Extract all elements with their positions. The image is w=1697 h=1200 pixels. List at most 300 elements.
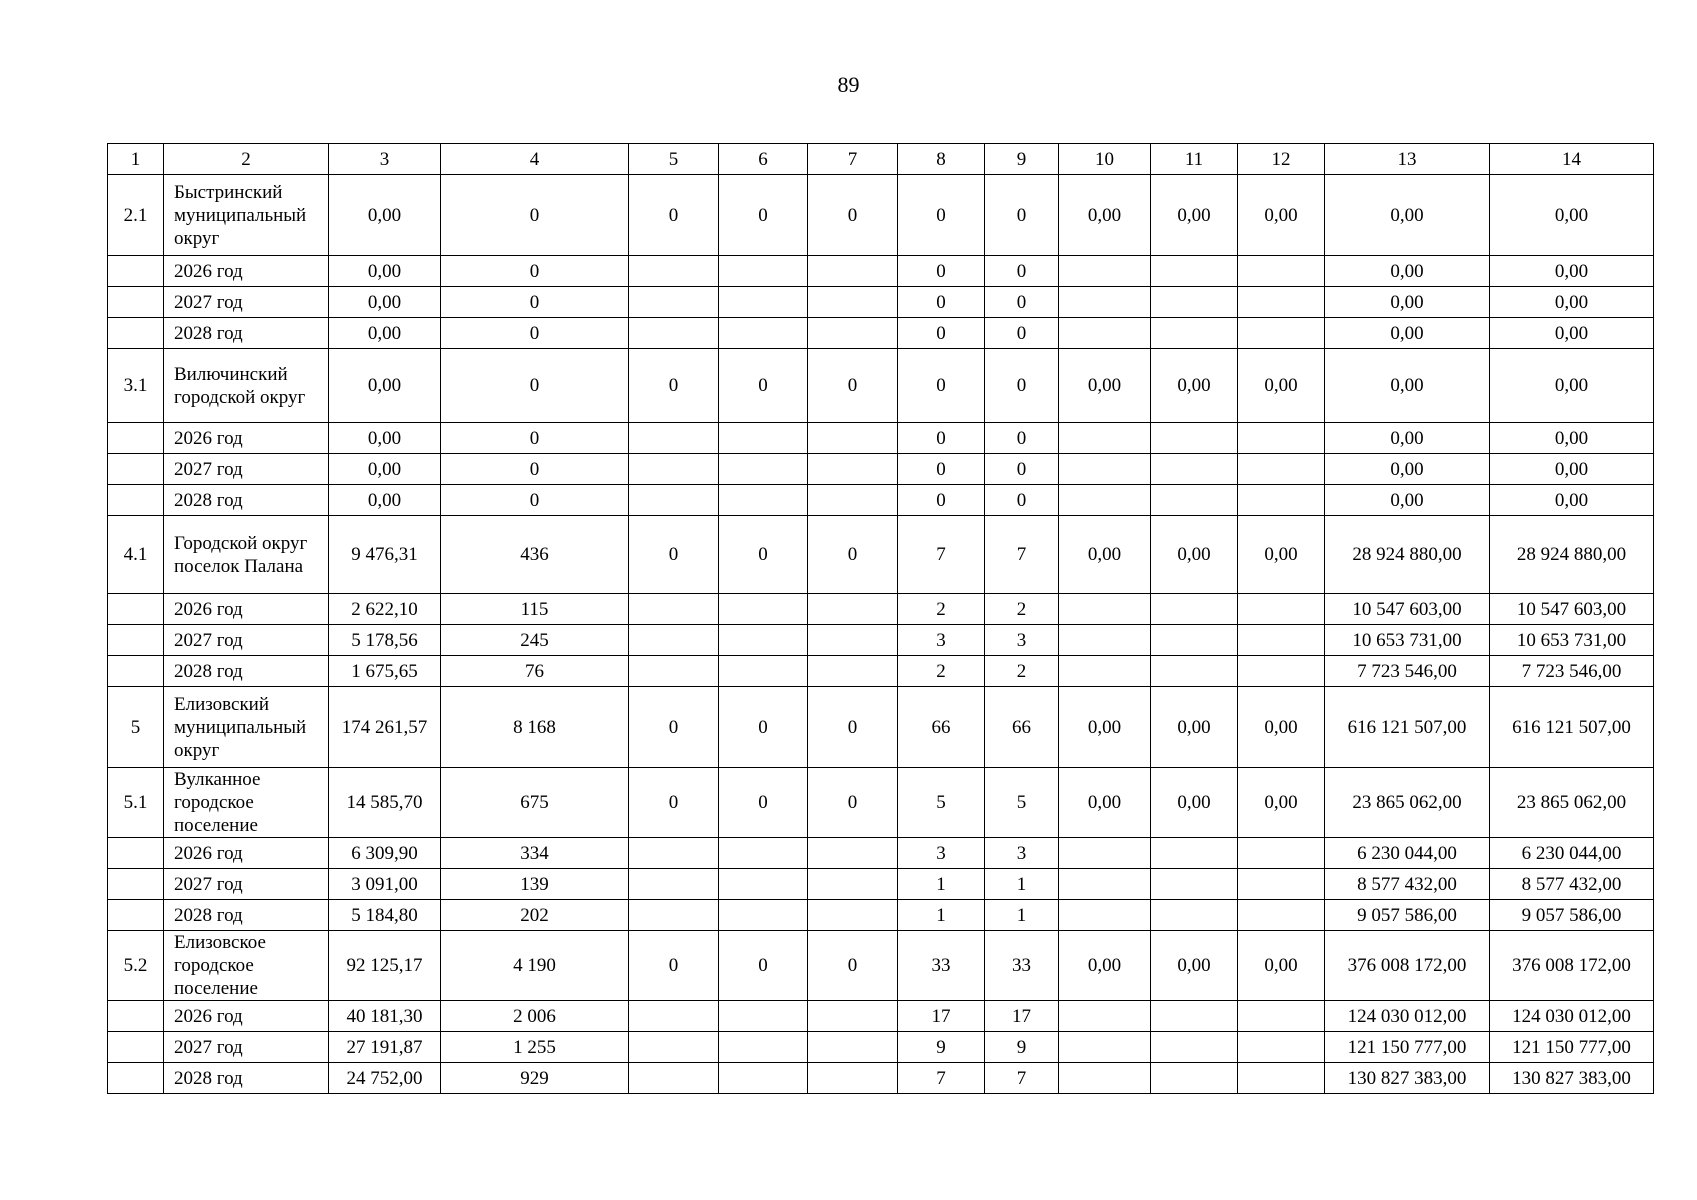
table-cell: 0 — [441, 349, 629, 423]
table-cell: 6 309,90 — [329, 838, 441, 869]
table-cell: 7 723 546,00 — [1325, 656, 1490, 687]
table-cell: 0,00 — [329, 454, 441, 485]
table-cell — [108, 1001, 164, 1032]
table-cell — [808, 869, 898, 900]
table-cell: 2 — [985, 656, 1059, 687]
table-cell: 0,00 — [1059, 687, 1151, 768]
table-cell — [1151, 594, 1238, 625]
table-cell — [629, 1032, 719, 1063]
year-row — [108, 1063, 1654, 1094]
table-cell: 0,00 — [1490, 423, 1654, 454]
table-cell — [1151, 656, 1238, 687]
table-cell: 1 — [985, 869, 1059, 900]
table-cell: 0 — [985, 256, 1059, 287]
table-cell: 92 125,17 — [329, 931, 441, 1001]
year-row — [108, 900, 1654, 931]
table-cell: 0 — [808, 768, 898, 838]
table-cell: 376 008 172,00 — [1325, 931, 1490, 1001]
table-cell: 2026 год — [164, 1001, 329, 1032]
group-row — [108, 931, 1654, 1001]
table-cell — [1238, 454, 1325, 485]
table-cell: Вулканное городское поселение — [164, 768, 329, 838]
table-cell: 10 653 731,00 — [1325, 625, 1490, 656]
table-cell: 616 121 507,00 — [1325, 687, 1490, 768]
table-cell: 0 — [898, 349, 985, 423]
table-cell: 0 — [985, 175, 1059, 256]
table-cell — [1059, 287, 1151, 318]
table-cell: 5 — [985, 768, 1059, 838]
table-cell: 0,00 — [329, 175, 441, 256]
table-cell: 5.1 — [108, 768, 164, 838]
table-cell — [1238, 625, 1325, 656]
table-cell: 2 006 — [441, 1001, 629, 1032]
table-cell: 929 — [441, 1063, 629, 1094]
table-cell — [808, 485, 898, 516]
table-cell: 2028 год — [164, 1063, 329, 1094]
table-cell — [1151, 485, 1238, 516]
table-cell: 8 577 432,00 — [1325, 869, 1490, 900]
data-table — [107, 143, 1654, 1094]
column-header: 11 — [1151, 144, 1238, 175]
table-cell — [1151, 1032, 1238, 1063]
table-cell: 1 — [898, 869, 985, 900]
table-cell: 115 — [441, 594, 629, 625]
column-header: 4 — [441, 144, 629, 175]
group-row — [108, 516, 1654, 594]
table-cell: 2 622,10 — [329, 594, 441, 625]
table-cell: 0,00 — [1238, 175, 1325, 256]
table-cell: 1 — [898, 900, 985, 931]
table-cell — [1059, 423, 1151, 454]
year-row — [108, 656, 1654, 687]
table-cell — [719, 485, 808, 516]
table-cell — [1151, 423, 1238, 454]
table-cell: 0,00 — [1325, 485, 1490, 516]
table-cell — [629, 1063, 719, 1094]
table-cell: 0 — [898, 485, 985, 516]
table-cell: 5.2 — [108, 931, 164, 1001]
table-cell: 0,00 — [1238, 516, 1325, 594]
table-cell — [108, 287, 164, 318]
table-cell — [1059, 900, 1151, 931]
table-cell: 0,00 — [1325, 175, 1490, 256]
table-cell: 0,00 — [1059, 931, 1151, 1001]
table-cell: 0 — [808, 349, 898, 423]
table-cell: 0,00 — [1490, 318, 1654, 349]
table-cell: Елизовский муниципальный округ — [164, 687, 329, 768]
table-cell: 3 091,00 — [329, 869, 441, 900]
table-cell: 0,00 — [1151, 349, 1238, 423]
table-cell: 0,00 — [1325, 454, 1490, 485]
table-cell: 8 168 — [441, 687, 629, 768]
table-cell: 0 — [719, 175, 808, 256]
table-cell: 0 — [808, 687, 898, 768]
table-cell — [1238, 485, 1325, 516]
table-cell: 17 — [898, 1001, 985, 1032]
table-cell: 0 — [898, 256, 985, 287]
table-cell: 0 — [985, 485, 1059, 516]
table-cell: 1 — [985, 900, 1059, 931]
table-cell — [1059, 869, 1151, 900]
table-cell: 2 — [898, 656, 985, 687]
table-cell: 2028 год — [164, 485, 329, 516]
table-cell: 2027 год — [164, 869, 329, 900]
table-cell: 6 230 044,00 — [1325, 838, 1490, 869]
table-cell: 3 — [898, 838, 985, 869]
table-cell — [629, 454, 719, 485]
table-cell — [1238, 838, 1325, 869]
table-cell: 2026 год — [164, 838, 329, 869]
group-row — [108, 687, 1654, 768]
table-cell — [108, 423, 164, 454]
table-cell: 0 — [985, 318, 1059, 349]
table-cell — [1151, 838, 1238, 869]
table-cell — [108, 454, 164, 485]
table-cell: 33 — [898, 931, 985, 1001]
table-cell: 0 — [719, 349, 808, 423]
table-cell: 0,00 — [1238, 687, 1325, 768]
table-cell — [1238, 656, 1325, 687]
table-cell — [719, 594, 808, 625]
table-cell — [1059, 1001, 1151, 1032]
column-header: 6 — [719, 144, 808, 175]
table-cell: 174 261,57 — [329, 687, 441, 768]
table-cell — [719, 423, 808, 454]
table-cell — [808, 1001, 898, 1032]
table-cell: 0 — [719, 687, 808, 768]
table-cell — [719, 1032, 808, 1063]
table-cell — [1238, 869, 1325, 900]
table-cell — [108, 900, 164, 931]
table-cell: 3.1 — [108, 349, 164, 423]
table-cell: 0,00 — [329, 423, 441, 454]
table-cell: 5 178,56 — [329, 625, 441, 656]
table-cell: 0 — [985, 349, 1059, 423]
table-cell: 0,00 — [329, 318, 441, 349]
table-cell — [719, 869, 808, 900]
column-header: 14 — [1490, 144, 1654, 175]
table-cell: 0 — [629, 175, 719, 256]
table-cell — [1151, 287, 1238, 318]
table-cell — [108, 318, 164, 349]
table-cell: 0,00 — [1238, 931, 1325, 1001]
column-header: 2 — [164, 144, 329, 175]
table-cell: 2027 год — [164, 1032, 329, 1063]
table-cell: 7 — [985, 516, 1059, 594]
year-row — [108, 318, 1654, 349]
table-cell: 0,00 — [329, 485, 441, 516]
table-cell — [1059, 318, 1151, 349]
table-cell — [719, 454, 808, 485]
table-cell: 10 547 603,00 — [1325, 594, 1490, 625]
table-cell: 2026 год — [164, 423, 329, 454]
table-cell: 6 230 044,00 — [1490, 838, 1654, 869]
table-cell — [808, 454, 898, 485]
table-cell: 10 653 731,00 — [1490, 625, 1654, 656]
table-cell: 2026 год — [164, 594, 329, 625]
year-row — [108, 287, 1654, 318]
table-cell: 0 — [985, 454, 1059, 485]
table-cell: 9 — [898, 1032, 985, 1063]
table-cell: 9 — [985, 1032, 1059, 1063]
table-cell — [1238, 1063, 1325, 1094]
table-cell — [1059, 625, 1151, 656]
table-cell: 0,00 — [1238, 768, 1325, 838]
table-cell — [1059, 454, 1151, 485]
table-cell — [1238, 287, 1325, 318]
table-cell: 139 — [441, 869, 629, 900]
table-cell — [808, 1063, 898, 1094]
table-cell: 9 057 586,00 — [1325, 900, 1490, 931]
table-cell: 0,00 — [1325, 256, 1490, 287]
table-cell: 0,00 — [1490, 256, 1654, 287]
table-cell — [1151, 1063, 1238, 1094]
table-cell: 0,00 — [329, 256, 441, 287]
table-cell: 0,00 — [1325, 423, 1490, 454]
table-cell — [108, 485, 164, 516]
table-cell — [629, 1001, 719, 1032]
table-cell — [108, 869, 164, 900]
table-cell — [808, 838, 898, 869]
table-cell: 40 181,30 — [329, 1001, 441, 1032]
table-cell: 7 — [898, 1063, 985, 1094]
table-cell — [1059, 256, 1151, 287]
table-cell: 28 924 880,00 — [1490, 516, 1654, 594]
table-cell: 675 — [441, 768, 629, 838]
table-cell: Быстринский муниципальный округ — [164, 175, 329, 256]
column-header: 1 — [108, 144, 164, 175]
table-cell — [808, 287, 898, 318]
table-cell: 0,00 — [1151, 768, 1238, 838]
table-cell: 0 — [441, 175, 629, 256]
table-cell: 0 — [441, 485, 629, 516]
table-cell: 130 827 383,00 — [1325, 1063, 1490, 1094]
year-row — [108, 1032, 1654, 1063]
table-cell: 9 057 586,00 — [1490, 900, 1654, 931]
table-cell — [1238, 256, 1325, 287]
group-row — [108, 175, 1654, 256]
table-cell: 7 — [898, 516, 985, 594]
table-cell: 616 121 507,00 — [1490, 687, 1654, 768]
table-cell — [108, 656, 164, 687]
table-cell: 66 — [898, 687, 985, 768]
column-header: 12 — [1238, 144, 1325, 175]
table-cell: 0 — [898, 318, 985, 349]
table-cell: 10 547 603,00 — [1490, 594, 1654, 625]
table-cell: 2 — [898, 594, 985, 625]
table-cell — [808, 594, 898, 625]
table-cell: 0 — [629, 349, 719, 423]
year-row — [108, 485, 1654, 516]
table-cell: 436 — [441, 516, 629, 594]
table-cell — [1151, 900, 1238, 931]
table-cell: 0 — [985, 423, 1059, 454]
table-cell: 0,00 — [1490, 454, 1654, 485]
table-cell — [1238, 900, 1325, 931]
year-row — [108, 1001, 1654, 1032]
table-cell — [629, 423, 719, 454]
table-cell: 2027 год — [164, 454, 329, 485]
table-cell: 76 — [441, 656, 629, 687]
table-cell: 0 — [719, 768, 808, 838]
table-cell: 0,00 — [329, 287, 441, 318]
table-cell: 7 — [985, 1063, 1059, 1094]
table-cell: 4.1 — [108, 516, 164, 594]
table-cell: 0 — [629, 687, 719, 768]
table-cell: 0 — [898, 287, 985, 318]
table-cell: 130 827 383,00 — [1490, 1063, 1654, 1094]
table-cell: 2.1 — [108, 175, 164, 256]
table-cell — [629, 656, 719, 687]
table-cell: 0 — [441, 256, 629, 287]
table-cell: 245 — [441, 625, 629, 656]
table-cell: 9 476,31 — [329, 516, 441, 594]
table-cell: 0,00 — [1325, 349, 1490, 423]
table-cell — [808, 318, 898, 349]
table-cell — [108, 838, 164, 869]
group-row — [108, 768, 1654, 838]
table-cell — [108, 256, 164, 287]
table-cell: 0 — [898, 423, 985, 454]
column-header: 7 — [808, 144, 898, 175]
header-row — [108, 144, 1654, 175]
table-cell: 0,00 — [1059, 768, 1151, 838]
table-cell — [108, 1032, 164, 1063]
table-cell: 2026 год — [164, 256, 329, 287]
table-cell: 0 — [719, 516, 808, 594]
table-cell: 334 — [441, 838, 629, 869]
table-cell: 0,00 — [1325, 287, 1490, 318]
table-cell: 0,00 — [1490, 287, 1654, 318]
table-cell: 0,00 — [329, 349, 441, 423]
table-cell — [808, 423, 898, 454]
table-cell — [808, 1032, 898, 1063]
table-cell: 0,00 — [1059, 175, 1151, 256]
table-cell — [1059, 1032, 1151, 1063]
table-cell — [719, 318, 808, 349]
table-cell — [808, 625, 898, 656]
group-row — [108, 349, 1654, 423]
table-cell — [1059, 1063, 1151, 1094]
table-cell: 2027 год — [164, 287, 329, 318]
year-row — [108, 869, 1654, 900]
table-cell — [719, 1063, 808, 1094]
table-cell: Городской округ поселок Палана — [164, 516, 329, 594]
table-cell — [629, 838, 719, 869]
table-cell: 0,00 — [1151, 175, 1238, 256]
table-cell — [629, 256, 719, 287]
table-cell — [1151, 318, 1238, 349]
table-cell: 0 — [808, 516, 898, 594]
table-cell — [1059, 594, 1151, 625]
table-cell: 17 — [985, 1001, 1059, 1032]
table-cell — [629, 594, 719, 625]
table-cell: 0,00 — [1490, 175, 1654, 256]
table-cell: 2028 год — [164, 656, 329, 687]
table-cell: 0 — [629, 931, 719, 1001]
table-cell: 8 577 432,00 — [1490, 869, 1654, 900]
table-cell — [1238, 1001, 1325, 1032]
table-cell — [629, 625, 719, 656]
table-cell: 0,00 — [1490, 349, 1654, 423]
year-row — [108, 594, 1654, 625]
table-cell: 0 — [629, 768, 719, 838]
table-cell: 202 — [441, 900, 629, 931]
table-cell: 5 — [108, 687, 164, 768]
column-header: 8 — [898, 144, 985, 175]
table-cell: 121 150 777,00 — [1325, 1032, 1490, 1063]
table-cell: 0 — [441, 287, 629, 318]
table-cell: 0 — [441, 423, 629, 454]
table-cell — [1059, 838, 1151, 869]
table-cell: 5 — [898, 768, 985, 838]
table-cell — [808, 656, 898, 687]
table-cell: 23 865 062,00 — [1490, 768, 1654, 838]
table-cell — [629, 900, 719, 931]
year-row — [108, 625, 1654, 656]
table-cell: 2028 год — [164, 900, 329, 931]
table-cell — [1151, 454, 1238, 485]
table-cell: 0,00 — [1325, 318, 1490, 349]
table-cell: 24 752,00 — [329, 1063, 441, 1094]
table-cell — [1151, 256, 1238, 287]
year-row — [108, 838, 1654, 869]
page-number: 89 — [837, 72, 860, 97]
table-cell: 0,00 — [1238, 349, 1325, 423]
table-cell: 121 150 777,00 — [1490, 1032, 1654, 1063]
table-cell: 0,00 — [1151, 687, 1238, 768]
year-row — [108, 256, 1654, 287]
column-header: 9 — [985, 144, 1059, 175]
table-cell: 5 184,80 — [329, 900, 441, 931]
table-cell — [108, 1063, 164, 1094]
table-cell — [719, 256, 808, 287]
table-cell: 0 — [719, 931, 808, 1001]
table-cell — [108, 594, 164, 625]
table-cell — [808, 256, 898, 287]
table-cell: 3 — [898, 625, 985, 656]
table-cell: 2027 год — [164, 625, 329, 656]
year-row — [108, 454, 1654, 485]
table-cell — [719, 287, 808, 318]
table-cell: 3 — [985, 625, 1059, 656]
table-cell: 66 — [985, 687, 1059, 768]
table-cell — [1151, 625, 1238, 656]
table-cell: 14 585,70 — [329, 768, 441, 838]
table-cell — [1151, 869, 1238, 900]
table-cell — [629, 287, 719, 318]
table-cell: 0,00 — [1490, 485, 1654, 516]
table-cell: 0 — [898, 175, 985, 256]
table-cell: 0 — [441, 454, 629, 485]
table-cell: 2028 год — [164, 318, 329, 349]
table-cell — [1151, 1001, 1238, 1032]
table-cell: 28 924 880,00 — [1325, 516, 1490, 594]
table-cell: 1 675,65 — [329, 656, 441, 687]
table-cell — [1238, 423, 1325, 454]
column-header: 3 — [329, 144, 441, 175]
table-cell: 0,00 — [1151, 516, 1238, 594]
table-cell — [1238, 594, 1325, 625]
table-cell: 0 — [808, 931, 898, 1001]
table-cell: 0 — [441, 318, 629, 349]
table-cell — [629, 318, 719, 349]
table-cell: 7 723 546,00 — [1490, 656, 1654, 687]
table-cell: Вилючинский городской округ — [164, 349, 329, 423]
table-cell: 0 — [898, 454, 985, 485]
table-cell: 0 — [985, 287, 1059, 318]
table-cell — [629, 485, 719, 516]
